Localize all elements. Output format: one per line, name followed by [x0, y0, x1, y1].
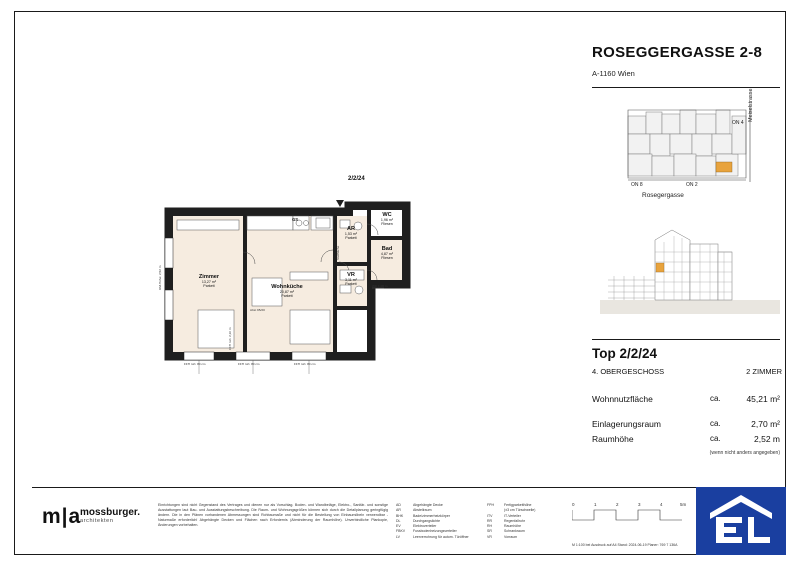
unit-title: Top 2/2/24: [592, 346, 658, 361]
elevation-drawing: [600, 218, 780, 328]
abbr-key: FPH: [487, 503, 494, 507]
dimension-text: FFH roh: 2,10 m: [228, 327, 232, 350]
scale-tick-label: 3: [638, 502, 641, 507]
room-floor: Parkett: [345, 282, 357, 286]
keyplan-marker-on2: ON 2: [686, 182, 698, 188]
area-label: Einlagerungsraum: [592, 419, 661, 429]
area-value: 2,52 m: [754, 434, 780, 444]
abbr-value: IT-Verteiler: [504, 513, 521, 518]
dimension-text: WC 1,06 m: [372, 284, 388, 288]
abbr-value: Raumhöhe: [504, 524, 522, 528]
abbr-value: Schrankraum: [504, 529, 525, 534]
abbr-value: Bade/zimmerheizkörper: [413, 513, 450, 518]
ehl-logo-drawing: [696, 487, 786, 555]
scale-tick-label: 4: [660, 502, 663, 507]
room-label-wc: [372, 212, 402, 226]
abbr-key: AD: [396, 503, 401, 507]
project-title: ROSEGGERGASSE 2-8: [592, 44, 763, 61]
keyplan-street-bottom: Rosegergasse: [642, 192, 684, 199]
abbr-key: FBKV: [396, 529, 406, 534]
room-name: WC: [382, 212, 392, 218]
area-ca: ca.: [710, 419, 721, 428]
room-label-bad: [372, 246, 402, 260]
room-name: VR: [347, 272, 355, 278]
room-area: 1,53 m²: [344, 232, 358, 236]
scale-bar-drawing: [572, 506, 684, 526]
abbr-value: Fussbodenheizungsverteiler: [413, 529, 457, 534]
area-value: 45,21 m²: [746, 394, 780, 404]
abbr-key: DL: [396, 518, 401, 523]
abbr-key: ITV: [487, 513, 493, 518]
abbr-value: Elektroverteiler: [413, 524, 437, 528]
architect-name: mossburger.: [80, 507, 141, 518]
dimension-text: FFH roh: 80 cm: [238, 362, 260, 366]
room-label-ar: [336, 226, 366, 240]
room-area: 4,87 m²: [380, 252, 394, 256]
keyplan-marker-on8: ON 8: [631, 182, 643, 188]
dimension-text: Stellfläche: [336, 245, 340, 260]
room-name: GS: [292, 217, 299, 222]
room-name: AR: [346, 226, 356, 232]
abbr-value: Durchgangslichte: [413, 518, 441, 523]
unit-number-tag: 2/2/24: [348, 176, 365, 182]
unit-areas: [592, 394, 782, 456]
dimension-text: FFH roh: 80 cm: [294, 362, 316, 366]
key-plan: [600, 88, 780, 204]
disclaimer-text: Einrichtungen sind nicht Gegenstand des Vertrages und dienen nur als Vorschlag. Boden- und Wandbeläge, Elektro-, Sanitär- und sonstige Ausstattungen laut Bau- und Ausstattungsbeschreibung. Die Raum- und Wohnungsgrößen können sich durch die Detailplanung geringfügig ändern. Die in den Plänen vorhandenen Abmessungen sind Rohbaumaße und nicht für die Bestellung von Einbaumöbeln verwendbar - Naturmaße erforderlich! Abgehängte Decken und Flächen nach Erfordernis (Abminderung der Raumhöhe). Unverbindliche Plankopie, Änderungen vorbehalten.: [158, 503, 388, 528]
abbr-value: Leerverrohrung für autom. Türöffner: [413, 534, 469, 539]
unit-info: [592, 346, 782, 456]
room-floor: Fliesen: [381, 256, 393, 260]
scale-tick-label: 0: [572, 502, 575, 507]
area-row: [592, 434, 782, 449]
footer-divider: [32, 487, 780, 488]
area-label: Raumhöhe: [592, 434, 634, 444]
area-value: 2,70 m²: [751, 419, 780, 429]
area-ca: ca.: [710, 394, 721, 403]
keyplan-street-right: Meiselstrasse: [748, 88, 754, 122]
area-ca: ca.: [710, 434, 721, 443]
dimension-text: Abst 95/20: [250, 308, 265, 312]
abbr-value: Abgehängte Decke: [413, 503, 443, 507]
unit-floor: 4. OBERGESCHOSS: [592, 367, 665, 376]
architect-logo-mark: m|a: [42, 505, 82, 528]
room-name: Bad: [381, 246, 393, 252]
unit-divider: [592, 339, 780, 340]
room-name: Wohnküche: [271, 284, 303, 290]
architect-logo-text: [80, 508, 140, 524]
scale-tick-label: 5m: [680, 502, 687, 507]
area-row: [592, 419, 782, 434]
architect-subtitle: architekten: [80, 517, 114, 524]
abbr-value: (±3 cm Türschwelle): [504, 508, 536, 513]
room-area: 13,27 m²: [201, 280, 217, 284]
room-floor: Parkett: [345, 236, 357, 240]
dimension-text: RM-Höhe: 2,52 m: [158, 265, 162, 290]
area-row: [592, 394, 782, 409]
abbreviation-item: [487, 535, 573, 540]
room-floor: Fliesen: [381, 222, 393, 226]
room-area: 1,96 m²: [380, 218, 394, 222]
area-note: (wenn nicht anders angegeben): [709, 450, 780, 456]
abbr-key: BHK: [396, 513, 404, 518]
unit-floor-rooms: [592, 367, 782, 376]
print-info: M 1:100 bei Ausdruck auf A4 Stand: 2024-06-19 Planer: 769 7 136A: [572, 543, 678, 547]
abbr-key: EV: [396, 524, 401, 528]
building-elevation: [600, 218, 780, 328]
dimension-text: FFH roh: 80 cm: [184, 362, 206, 366]
unit-rooms: 2 ZIMMER: [746, 367, 782, 376]
abbr-key: RR: [487, 518, 493, 523]
abbr-key: AR: [396, 508, 401, 513]
room-floor: Parkett: [203, 284, 215, 288]
title-block: [592, 44, 782, 78]
abbreviation-item: [396, 535, 486, 540]
area-label: Wohnnutzfläche: [592, 394, 653, 404]
abbr-value: Regenfallrohr: [504, 518, 526, 523]
keyplan-marker-on4: ON 4: [732, 120, 744, 126]
room-label-vr: [336, 272, 366, 286]
abbr-key: LV: [396, 534, 401, 539]
scale-tick-label: 1: [594, 502, 597, 507]
room-floor: Parkett: [281, 294, 293, 298]
abbreviations-left: [396, 503, 486, 540]
room-label-gs: [292, 217, 298, 222]
abbr-value: Abstellraum: [413, 508, 432, 513]
abbr-key: SR: [487, 529, 492, 534]
scale-bar: [572, 506, 684, 532]
abbr-value: Vorraum: [504, 534, 518, 539]
scale-tick-label: 2: [616, 502, 619, 507]
floor-plan: [140, 160, 470, 390]
room-name: Zimmer: [198, 274, 220, 280]
room-label-wohnkueche: [259, 284, 315, 298]
abbr-key: VR: [487, 534, 492, 539]
room-area: 20,87 m²: [279, 290, 295, 294]
project-address: A-1160 Wien: [592, 69, 635, 78]
abbreviations-right: [487, 503, 573, 540]
room-area: 3,11 m²: [345, 278, 357, 282]
abbr-key: RH: [487, 524, 493, 528]
ehl-logo: [696, 487, 786, 555]
room-label-zimmer: [186, 274, 232, 288]
abbr-value: Fertigparketthöhe: [504, 503, 532, 507]
